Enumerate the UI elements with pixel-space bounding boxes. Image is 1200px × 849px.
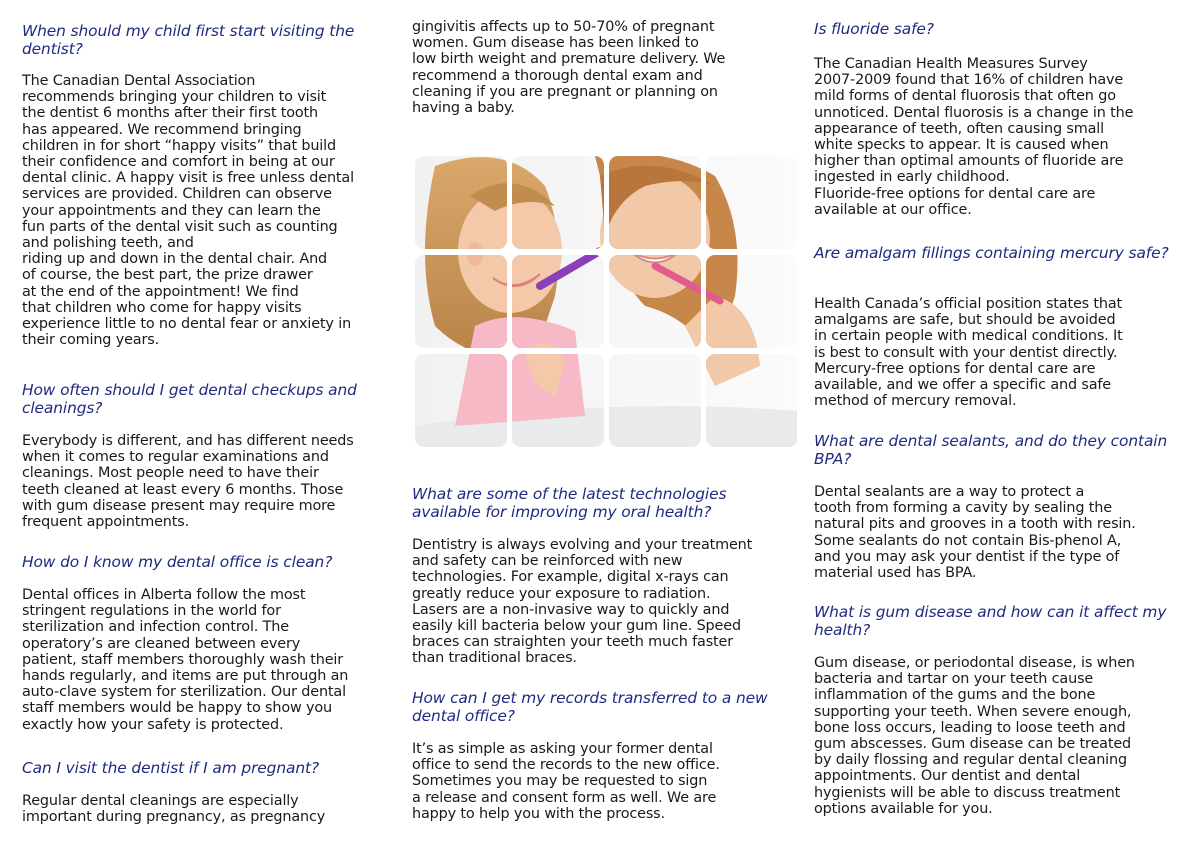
photo-tile [609, 354, 701, 447]
faq-answer: gingivitis affects up to 50-70% of pregnant women. Gum disease has been linked to low birth weight and premature delivery. We recommend a thorough dental exam and cleaning if you are pregnant or planning on having a baby. [412, 19, 726, 117]
faq-question: When should my child first start visiting the dentist? [22, 22, 355, 58]
faq-question: Can I visit the dentist if I am pregnant? [22, 759, 319, 777]
faq-answer: The Canadian Health Measures Survey 2007-2009 found that 16% of children have mild forms of dental fluorosis that often go unnoticed. Dental fluorosis is a change in the appearance of teeth, often causing small white specks to appear. It is caused when higher than optimal amounts of fluoride are ingested in early childhood. Fluoride-free options for dental care are available at our office. [814, 56, 1134, 218]
faq-answer: Everybody is different, and has different needs when it comes to regular examinations and cleanings. Most people need to have their teeth cleaned at least every 6 months. Those with gum disease present may require more frequent appointments. [22, 433, 354, 531]
faq-answer: Dental sealants are a way to protect a tooth from forming a cavity by sealing the natural pits and grooves in a tooth with resin. Some sealants do not contain Bis-phenol A, and you may ask your dentist if the type of material used has BPA. [814, 484, 1136, 582]
faq-question: What is gum disease and how can it affect my health? [814, 603, 1167, 639]
photo-tile [512, 255, 604, 348]
photo-tile [512, 354, 604, 447]
photo-tile [512, 156, 604, 249]
faq-question: How do I know my dental office is clean? [22, 553, 333, 571]
faq-question: What are dental sealants, and do they contain BPA? [814, 432, 1168, 468]
photo-tile [609, 156, 701, 249]
faq-question: How can I get my records transferred to a new dental office? [412, 689, 768, 725]
faq-answer: Health Canada’s official position states that amalgams are safe, but should be avoided in certain people with medical conditions. It is best to consult with your dentist directly. Mercury-free options for dental care are available, and we offer a specific and safe method of mercury removal. [814, 296, 1123, 410]
faq-question: What are some of the latest technologies available for improving my oral health? [412, 485, 727, 521]
faq-question: Is fluoride safe? [814, 20, 934, 38]
photo-tile [706, 255, 798, 348]
faq-answer: Dental offices in Alberta follow the most stringent regulations in the world for sterilization and infection control. The operatory’s are cleaned between every patient, staff members thoroughly wash their hands regularly, and items are put through an auto-clave system for sterilization. Our dental staff members would be happy to show you exactly how your safety is protected. [22, 587, 349, 733]
faq-answer: The Canadian Dental Association recommends bringing your children to visit the dentist 6 months after their first tooth has appeared. We recommend bringing children in for short “happy visits” that build their confidence and comfort in being at our dental clinic. A happy visit is free unless dental services are provided. Children can observe your appointments and they can learn the fun parts of the dental visit such as counting and polishing teeth, and riding up and down in the dental chair. And of course, the best part, the prize drawer at the end of the appointment! We find that children who come for happy visits experience little to no dental fear or anxiety in their coming years. [22, 73, 354, 349]
faq-answer: Gum disease, or periodontal disease, is when bacteria and tartar on your teeth cause inflammation of the gums and the bone supporting your teeth. When severe enough, bone loss occurs, leading to loose teeth and gum abscesses. Gum disease can be treated by daily flossing and regular dental cleaning appointments. Our dentist and dental hygienists will be able to discuss treatment options available for you. [814, 655, 1135, 817]
photo-tile [415, 354, 507, 447]
mother-daughter-brushing-photo [415, 156, 797, 448]
photo-tile [609, 255, 701, 348]
photo-tile [415, 255, 507, 348]
faq-answer: It’s as simple as asking your former dental office to send the records to the new office. Sometimes you may be requested to sign a release and consent form as well. We are happy to help you with the process. [412, 741, 720, 822]
faq-question: How often should I get dental checkups and cleanings? [22, 381, 357, 417]
photo-tile [706, 156, 798, 249]
photo-tile [415, 156, 507, 249]
faq-answer: Dentistry is always evolving and your treatment and safety can be reinforced with new technologies. For example, digital x-rays can greatly reduce your exposure to radiation. Lasers are a non-invasive way to quickly and easily kill bacteria below your gum line. Speed braces can straighten your teeth much faster than traditional braces. [412, 537, 753, 667]
faq-answer: Regular dental cleanings are especially important during pregnancy, as pregnancy [22, 793, 326, 826]
faq-question: Are amalgam fillings containing mercury safe? [814, 244, 1169, 262]
photo-tile [706, 354, 798, 447]
